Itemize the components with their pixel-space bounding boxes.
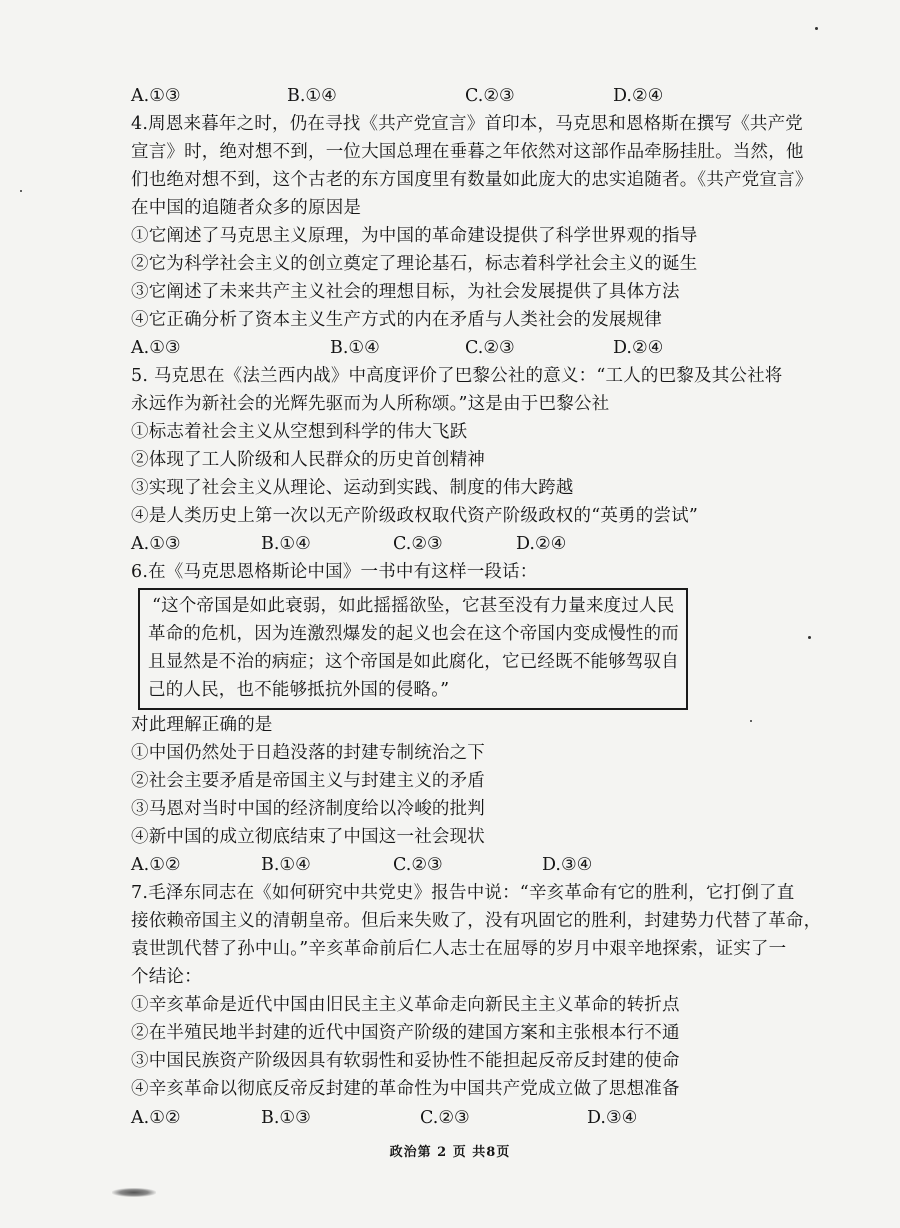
option-d: D.③④ — [542, 855, 593, 875]
statement-item: ①辛亥革命是近代中国由旧民主主义革命走向新民主主义革命的转折点 — [131, 995, 680, 1015]
option-c: C.②③ — [393, 855, 443, 875]
scan-speck — [750, 720, 752, 722]
statement-item: ④辛亥革命以彻底反帝反封建的革命性为中国共产党成立做了思想准备 — [131, 1079, 680, 1099]
question-stem-line: 袁世凯代替了孙中山。”辛亥革命前后仁人志士在屈辱的岁月中艰辛地探索，证实了一 — [131, 939, 787, 959]
statement-item: ①中国仍然处于日趋没落的封建专制统治之下 — [131, 743, 485, 763]
option-a: A.①② — [131, 1108, 181, 1128]
option-a: A.①③ — [131, 534, 181, 554]
question-stem-line: 7.毛泽东同志在《如何研究中共党史》报告中说：“辛亥革命有它的胜利，它打倒了直 — [131, 883, 795, 903]
option-b: B.①③ — [261, 1108, 311, 1128]
question-stem-line: 在中国的追随者众多的原因是 — [131, 198, 362, 218]
option-d: D.②④ — [516, 534, 567, 554]
statement-item: ④新中国的成立彻底结束了中国这一社会现状 — [131, 827, 485, 847]
statement-item: ③中国民族资产阶级因具有软弱性和妥协性不能担起反帝反封建的使命 — [131, 1051, 680, 1071]
statement-item: ③实现了社会主义从理论、运动到实践、制度的伟大跨越 — [131, 478, 574, 498]
statement-item: ③马恩对当时中国的经济制度给以冷峻的批判 — [131, 799, 485, 819]
option-c: C.②③ — [393, 534, 443, 554]
question-stem-line: 4.周恩来暮年之时，仍在寻找《共产党宣言》首印本，马克思和恩格斯在撰写《共产党 — [131, 114, 803, 134]
question-stem-line: 5. 马克思在《法兰西内战》中高度评价了巴黎公社的意义：“工人的巴黎及其公社将 — [131, 366, 783, 386]
question-stem-line: 永远作为新社会的光辉先驱而为人所称颂。”这是由于巴黎公社 — [131, 394, 610, 414]
question-stem-line: 宣言》时，绝对想不到，一位大国总理在垂暮之年依然对这部作品牵肠挂肚。当然，他 — [131, 142, 804, 162]
quote-line: “这个帝国是如此衰弱，如此摇摇欲坠，它甚至没有力量来度过人民 — [152, 596, 675, 616]
quote-line: 革命的危机，因为连激烈爆发的起义也会在这个帝国内变成慢性的而 — [148, 624, 679, 644]
question-stem-line: 接依赖帝国主义的清朝皇帝。但后来失败了，没有巩固它的胜利，封建势力代替了革命， — [131, 911, 822, 931]
scan-speck — [20, 190, 22, 192]
scan-smudge — [112, 1188, 156, 1197]
question-prompt: 对此理解正确的是 — [131, 715, 273, 735]
option-b: B.①④ — [261, 855, 311, 875]
option-a: A.①② — [131, 855, 181, 875]
option-a: A.①③ — [131, 338, 181, 358]
question-stem-line: 们也绝对想不到，这个古老的东方国度里有数量如此庞大的忠实追随者。《共产党宣言》 — [131, 170, 813, 190]
option-b: B.①④ — [330, 338, 380, 358]
option-c: C.②③ — [465, 338, 515, 358]
statement-item: ④是人类历史上第一次以无产阶级政权取代资产阶级政权的“英勇的尝试” — [131, 506, 698, 526]
quote-line: 且显然是不治的病症；这个帝国是如此腐化，它已经既不能够驾驭自 — [148, 652, 679, 672]
statement-item: ①它阐述了马克思主义原理，为中国的革命建设提供了科学世界观的指导 — [131, 226, 698, 246]
page-footer: 政治第 2 页 共8页 — [389, 1145, 511, 1160]
statement-item: ①标志着社会主义从空想到科学的伟大飞跃 — [131, 422, 468, 442]
question-stem-line: 6.在《马克思恩格斯论中国》一书中有这样一段话： — [131, 562, 538, 582]
option-b: B.①④ — [261, 534, 311, 554]
option-a: A.①③ — [131, 86, 181, 106]
statement-item: ②它为科学社会主义的创立奠定了理论基石，标志着科学社会主义的诞生 — [131, 254, 698, 274]
option-d: D.②④ — [613, 338, 664, 358]
scan-speck — [815, 27, 818, 30]
option-c: C.②③ — [465, 86, 515, 106]
scan-speck — [808, 636, 811, 639]
statement-item: ③它阐述了未来共产主义社会的理想目标，为社会发展提供了具体方法 — [131, 282, 680, 302]
question-stem-line: 个结论： — [131, 967, 202, 987]
option-b: B.①④ — [287, 86, 337, 106]
option-d: D.②④ — [613, 86, 664, 106]
option-c: C.②③ — [420, 1108, 470, 1128]
option-d: D.③④ — [587, 1108, 638, 1128]
statement-item: ②社会主要矛盾是帝国主义与封建主义的矛盾 — [131, 771, 485, 791]
statement-item: ②体现了工人阶级和人民群众的历史首创精神 — [131, 450, 485, 470]
statement-item: ④它正确分析了资本主义生产方式的内在矛盾与人类社会的发展规律 — [131, 310, 662, 330]
quote-line: 己的人民，也不能够抵抗外国的侵略。” — [148, 680, 450, 700]
statement-item: ②在半殖民地半封建的近代中国资产阶级的建国方案和主张根本行不通 — [131, 1023, 680, 1043]
